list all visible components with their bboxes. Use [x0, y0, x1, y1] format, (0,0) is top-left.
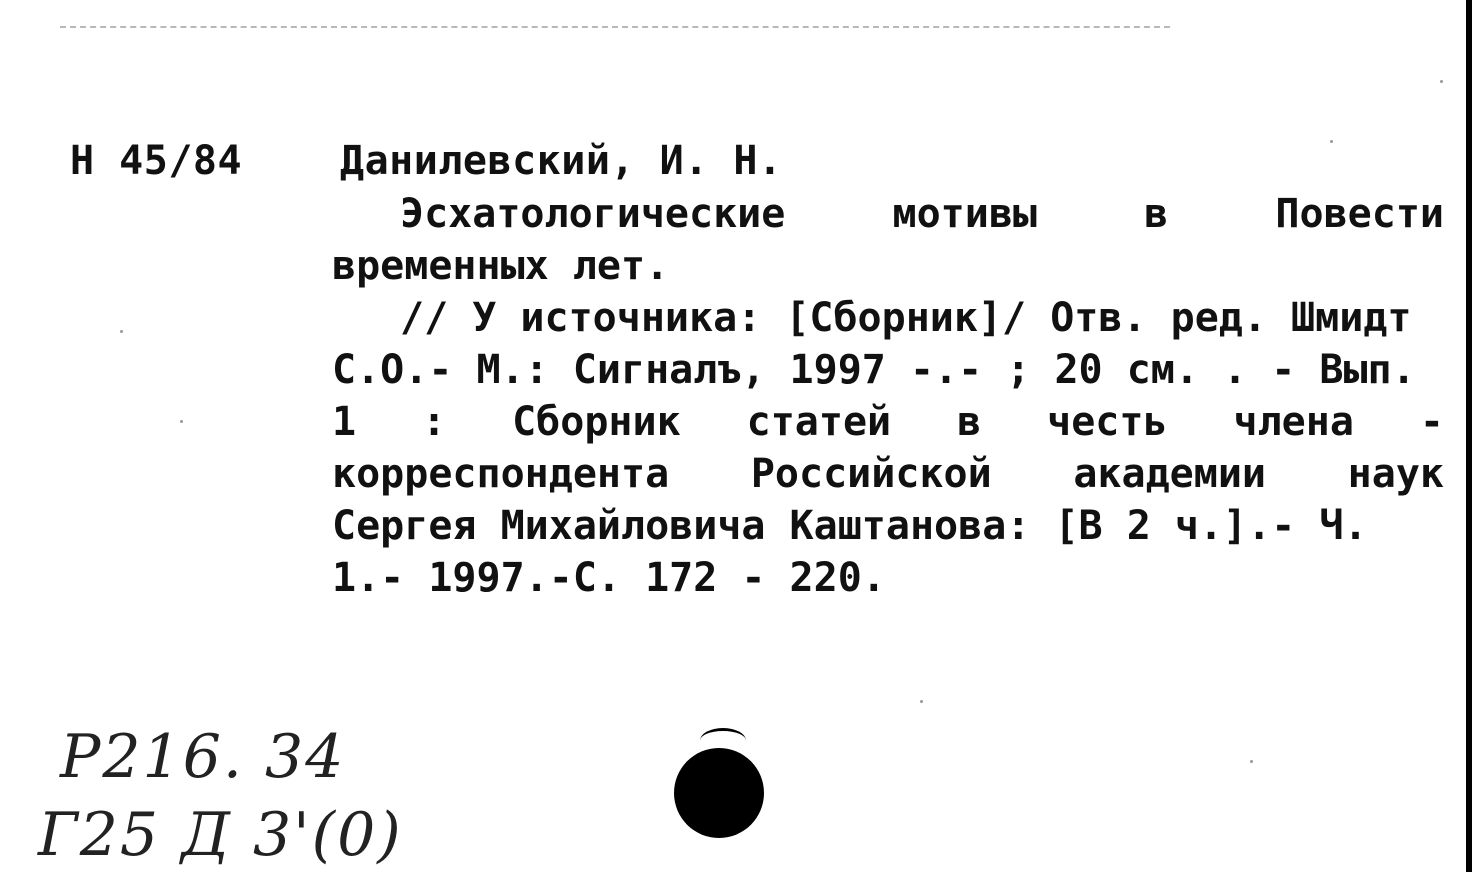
- punch-hole: [674, 748, 764, 838]
- scan-speck: [1250, 760, 1253, 763]
- source-line-3: [332, 396, 1444, 448]
- source-line-1: // У источника: [Сборник]/ Отв. ред. Шмидт: [400, 295, 1412, 341]
- source-word: Сборник: [512, 399, 681, 445]
- title-word: в: [1144, 191, 1169, 237]
- source-word: честь: [1047, 399, 1168, 445]
- title-word: Эсхатологические: [400, 191, 786, 237]
- title-word: мотивы: [892, 191, 1037, 237]
- scan-speck: [120, 330, 123, 333]
- source-word: -: [1419, 399, 1444, 445]
- source-word: Российской: [750, 451, 992, 497]
- scan-speck: [1440, 80, 1443, 83]
- title-line-1: [332, 188, 1444, 240]
- source-word: академии: [1073, 451, 1266, 497]
- source-word: статей: [746, 399, 892, 445]
- title-line-2: временных лет.: [332, 243, 670, 289]
- handwritten-author-mark: Г25 Д 3'(0): [38, 800, 403, 870]
- scan-speck: [180, 420, 183, 423]
- source-line-4: [332, 448, 1444, 500]
- source-word: 1: [332, 399, 357, 445]
- source-word: наук: [1347, 451, 1444, 497]
- source-word: корреспондента: [332, 451, 670, 497]
- title-word: Повести: [1275, 191, 1444, 237]
- source-line-5: Сергея Михайловича Каштанова: [В 2 ч.].- Ч.: [332, 503, 1368, 549]
- top-rule: [60, 26, 1170, 28]
- entry-body: [332, 188, 1444, 604]
- source-line-6: 1.- 1997.-С. 172 - 220.: [332, 555, 886, 601]
- source-word: члена: [1233, 399, 1354, 445]
- source-word: в: [957, 399, 982, 445]
- scan-speck: [920, 700, 923, 703]
- source-word: :: [422, 399, 447, 445]
- author-name: Данилевский, И. Н.: [340, 138, 783, 184]
- handwritten-classification-code: Р216. 34: [60, 722, 346, 792]
- source-line-2: С.О.- М.: Сигналъ, 1997 -.- ; 20 см. . - Вып.: [332, 347, 1416, 393]
- card-edge: [1466, 0, 1472, 872]
- scan-speck: [1330, 140, 1333, 143]
- shelf-mark: Н 45/84: [70, 138, 243, 184]
